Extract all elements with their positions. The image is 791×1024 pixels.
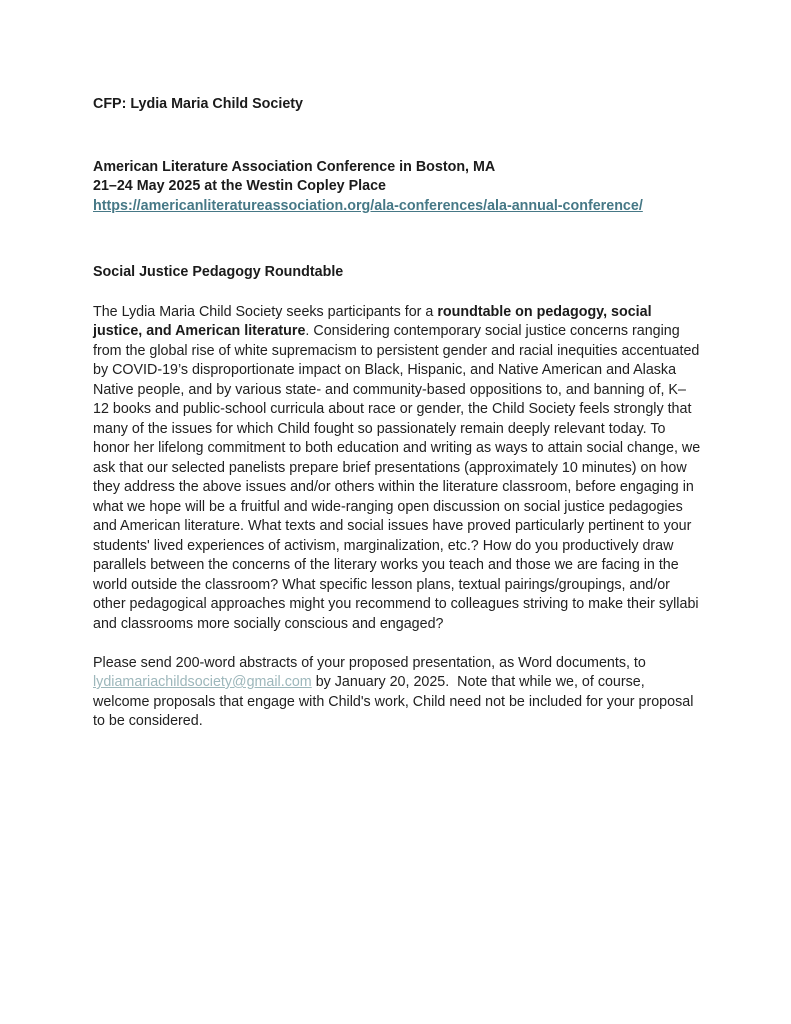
document-content (93, 95, 705, 751)
paragraph1-rest: . Considering contemporary social justice concerns ranging from the global rise of white supremacism to persistent gender and racial inequities accentuated by COVID-19’s disproportionate impact on Black, Hispanic, and Native American and Alaska Native people, and by various state- and community-based oppositions to, and banning of, K–12 books and public-school curricula about race or gender, the Child Society feels strongly that many of the issues for which Child fought so passionately remain deeply relevant today. To honor her lifelong commitment to both education and writing as ways to attain social change, we ask that our selected panelists prepare brief presentations (approximately 10 minutes) on how they address the above issues and/or others within the literature classroom, before engaging in what we hope will be a fruitful and wide-ranging open discussion on social justice pedagogies and American literature. What texts and social issues have proved particularly pertinent to your students' lived experiences of activism, marginalization, etc.? How do you productively draw parallels between the concerns of the literary works you teach and those we are facing in the world outside the classroom? What specific lesson plans, textual pairings/groupings, and/or other pedagogical approaches might you recommend to colleagues striving to make their syllabi and classrooms more socially conscious and engaged? (93, 323, 705, 632)
section-heading: Social Justice Pedagogy Roundtable (93, 264, 344, 280)
conference-info (93, 158, 701, 217)
submission-email-link[interactable]: lydiamariachildsociety@gmail.com (93, 674, 312, 690)
conference-name: American Literature Association Conference in Boston, MA (93, 158, 496, 175)
paragraph2-lead: Please send 200-word abstracts of your proposed presentation, as Word documents, to (93, 654, 650, 671)
cfp-body-paragraph (93, 303, 705, 635)
paragraph1-bold-phrase: roundtable on pedagogy, social justice, and American literature (93, 303, 656, 339)
document-title: CFP: Lydia Maria Child Society (93, 96, 303, 112)
paragraph1-lead: The Lydia Maria Child Society seeks participants for a (93, 303, 438, 320)
paragraph2-rest: by January 20, 2025. Note that while we, of course, welcome proposals that engage with Child's work, Child need not be included for your proposal to be considered. (93, 674, 698, 729)
submission-paragraph (93, 654, 701, 732)
conference-url-link[interactable]: https://americanliteratureassociation.org/ala-conferences/ala-annual-conference/ (93, 197, 643, 214)
conference-dates-venue: 21–24 May 2025 at the Westin Copley Place (93, 178, 386, 194)
